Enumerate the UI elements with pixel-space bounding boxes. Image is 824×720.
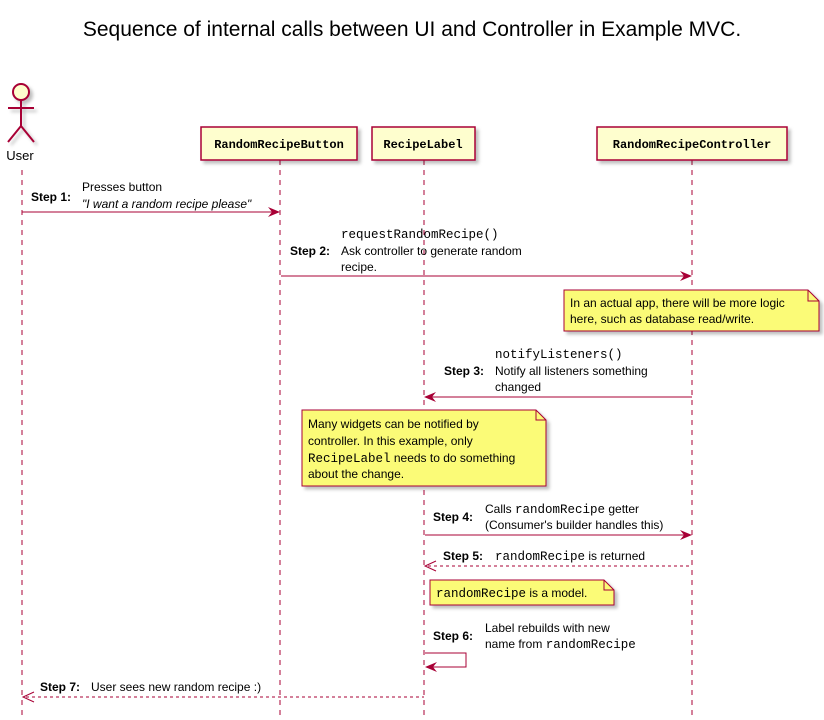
- step-3-line3: changed: [495, 380, 542, 394]
- note-2-line4: about the change.: [308, 467, 405, 481]
- step-5-label: Step 5:: [443, 549, 484, 563]
- message-step-4: [425, 502, 692, 540]
- step-1-label: Step 1:: [31, 190, 72, 204]
- note-1-line1: In an actual app, there will be more logic: [570, 296, 785, 310]
- step-5-post: is returned: [585, 549, 646, 563]
- actor-user-label: User: [6, 148, 34, 163]
- note-widgets-notified: [302, 410, 546, 486]
- step-5-text: [495, 549, 645, 564]
- message-step-1: [22, 180, 280, 217]
- note-2-line3: [308, 451, 515, 466]
- step-3-label: Step 3:: [444, 364, 485, 378]
- message-step-2: [281, 228, 692, 281]
- step-2-label: Step 2:: [290, 244, 331, 258]
- step-5-code: randomRecipe: [495, 550, 586, 564]
- step-4-post: getter: [605, 502, 640, 516]
- message-step-3: [424, 348, 692, 402]
- message-step-5: [425, 549, 692, 571]
- step-6-code: randomRecipe: [545, 638, 636, 652]
- step-3-code: notifyListeners(): [495, 348, 623, 362]
- note-2-line1: Many widgets can be notified by: [308, 417, 479, 431]
- note-2-code: RecipeLabel: [308, 452, 391, 466]
- step-2-code: requestRandomRecipe(): [341, 228, 499, 242]
- step-4-line1: [485, 502, 639, 517]
- actor-head: [13, 84, 29, 100]
- diagram-title: Sequence of internal calls between UI and Controller in Example MVC.: [82, 18, 742, 41]
- message-step-6: [425, 621, 636, 672]
- step-7-label: Step 7:: [40, 680, 81, 694]
- step-7-text: User sees new random recipe :): [91, 680, 262, 694]
- participant-recipe-label: [372, 127, 475, 160]
- step-4-pre: Calls: [485, 502, 516, 516]
- step-4-label: Step 4:: [433, 510, 474, 524]
- message-step-7: [23, 680, 424, 702]
- note-2-line3-text: needs to do something: [390, 451, 516, 465]
- note-3-text: [436, 586, 587, 601]
- step-4-code: randomRecipe: [515, 503, 606, 517]
- step-1-line1: Presses button: [82, 180, 163, 194]
- step-2-line3: recipe.: [341, 260, 378, 274]
- step-6-label: Step 6:: [433, 629, 474, 643]
- step-1-line2: "I want a random recipe please": [82, 197, 252, 211]
- participant-label-label: RecipeLabel: [383, 138, 463, 152]
- step-6-pre: name from: [485, 637, 546, 651]
- note-model: [430, 580, 614, 605]
- note-2-line2: controller. In this example, only: [308, 434, 473, 448]
- participant-button-label: RandomRecipeButton: [214, 138, 344, 152]
- step-3-line2: Notify all listeners something: [495, 364, 648, 378]
- step-6-line2: [485, 637, 636, 652]
- participant-random-recipe-controller: [597, 127, 787, 160]
- actor-user: [8, 84, 34, 142]
- note-3-post: is a model.: [526, 586, 588, 600]
- note-database-logic: [564, 290, 819, 331]
- participant-random-recipe-button: [201, 127, 357, 160]
- step-4-line2: (Consumer's builder handles this): [485, 518, 664, 532]
- step-2-line2: Ask controller to generate random: [341, 244, 522, 258]
- step-6-line1: Label rebuilds with new: [485, 621, 610, 635]
- note-1-line2: here, such as database read/write.: [570, 312, 755, 326]
- note-3-code: randomRecipe: [436, 587, 527, 601]
- participant-controller-label: RandomRecipeController: [612, 138, 772, 152]
